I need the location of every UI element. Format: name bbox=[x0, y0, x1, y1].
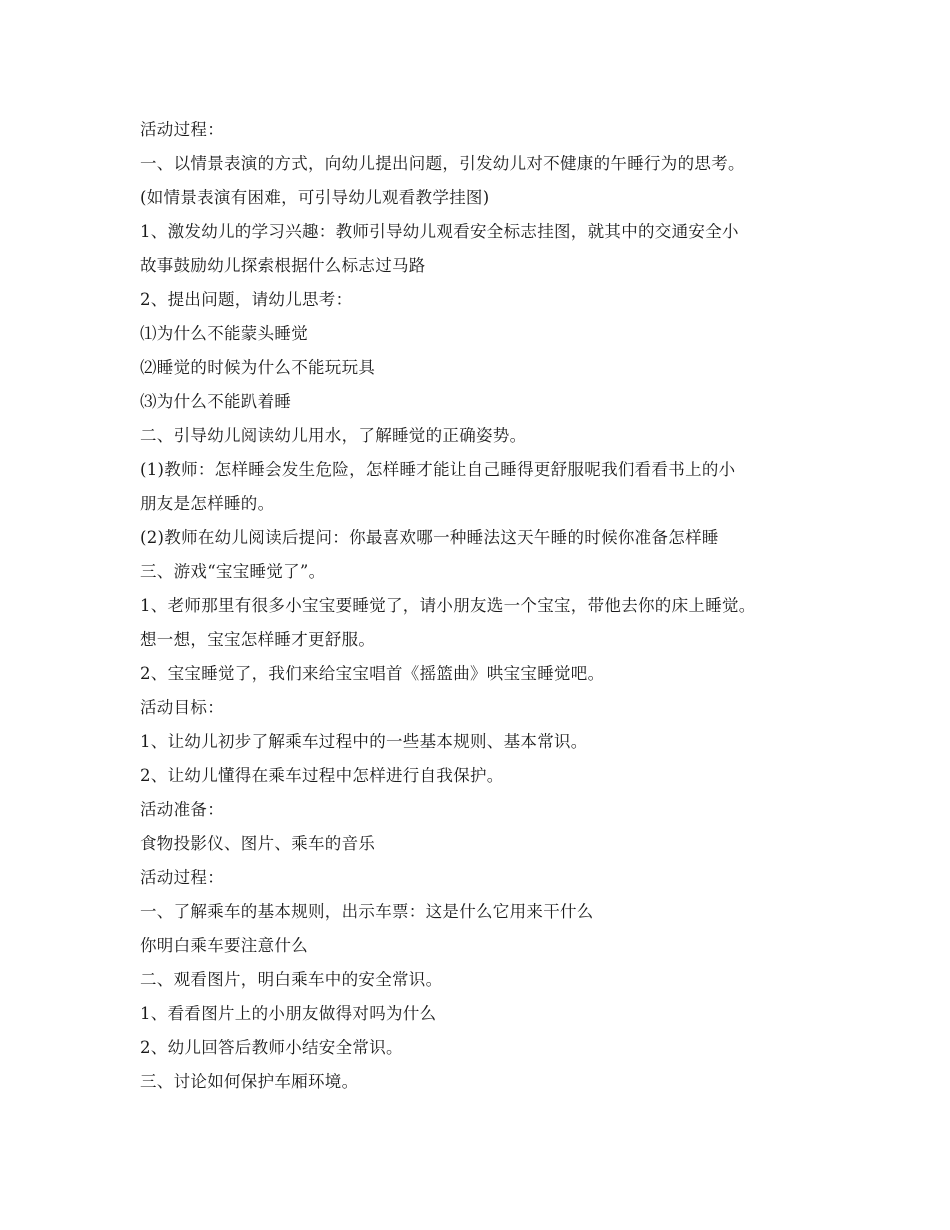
paragraph-line: 2、宝宝睡觉了，我们来给宝宝唱首《摇篮曲》哄宝宝睡觉吧。 bbox=[140, 664, 605, 683]
paragraph-line: 2、让幼儿懂得在乘车过程中怎样进行自我保护。 bbox=[140, 766, 504, 785]
paragraph-line: 一、以情景表演的方式，向幼儿提出问题，引发幼儿对不健康的午睡行为的思考。 bbox=[140, 154, 745, 173]
list-item: ⑴为什么不能蒙头睡觉 bbox=[140, 324, 308, 343]
paragraph-line: 二、观看图片，明白乘车中的安全常识。 bbox=[140, 970, 443, 989]
paragraph-line: 二、引导幼儿阅读幼儿用水，了解睡觉的正确姿势。 bbox=[140, 426, 527, 445]
paragraph-line: 三、游戏“宝宝睡觉了”。 bbox=[140, 562, 326, 581]
paragraph-line: 故事鼓励幼儿探索根据什么标志过马路 bbox=[140, 256, 426, 275]
paragraph-line: 想一想，宝宝怎样睡才更舒服。 bbox=[140, 630, 376, 649]
list-item: ⑶为什么不能趴着睡 bbox=[140, 392, 292, 411]
paragraph-line: 1、让幼儿初步了解乘车过程中的一些基本规则、基本常识。 bbox=[140, 732, 588, 751]
list-item: ⑵睡觉的时候为什么不能玩玩具 bbox=[140, 358, 376, 377]
paragraph-line: 1、老师那里有很多小宝宝要睡觉了，请小朋友选一个宝宝，带他去你的床上睡觉。 bbox=[140, 596, 756, 615]
paragraph-line: (2)教师在幼儿阅读后提问：你最喜欢哪一种睡法这天午睡的时候你准备怎样睡 bbox=[140, 528, 719, 547]
paragraph-line: 朋友是怎样睡的。 bbox=[140, 494, 275, 513]
section-heading: 活动准备： bbox=[140, 800, 224, 819]
paragraph-line: 2、幼儿回答后教师小结安全常识。 bbox=[140, 1038, 403, 1057]
document-body bbox=[140, 113, 840, 1099]
paragraph-line: (1)教师：怎样睡会发生危险，怎样睡才能让自己睡得更舒服呢我们看看书上的小 bbox=[140, 460, 736, 479]
paragraph-line: 一、了解乘车的基本规则，出示车票：这是什么它用来干什么 bbox=[140, 902, 594, 921]
paragraph-line: 三、讨论如何保护车厢环境。 bbox=[140, 1072, 359, 1091]
section-heading: 活动过程： bbox=[140, 868, 224, 887]
section-heading: 活动过程： bbox=[140, 120, 224, 139]
section-heading: 活动目标： bbox=[140, 698, 224, 717]
paragraph-line: (如情景表演有困难，可引导幼儿观看教学挂图) bbox=[140, 188, 490, 207]
paragraph-line: 1、看看图片上的小朋友做得对吗为什么 bbox=[140, 1004, 437, 1023]
paragraph-line: 你明白乘车要注意什么 bbox=[140, 936, 308, 955]
paragraph-line: 2、提出问题，请幼儿思考： bbox=[140, 290, 353, 309]
paragraph-line: 1、激发幼儿的学习兴趣：教师引导幼儿观看安全标志挂图，就其中的交通安全小 bbox=[140, 222, 739, 241]
paragraph-line: 食物投影仪、图片、乘车的音乐 bbox=[140, 834, 376, 853]
